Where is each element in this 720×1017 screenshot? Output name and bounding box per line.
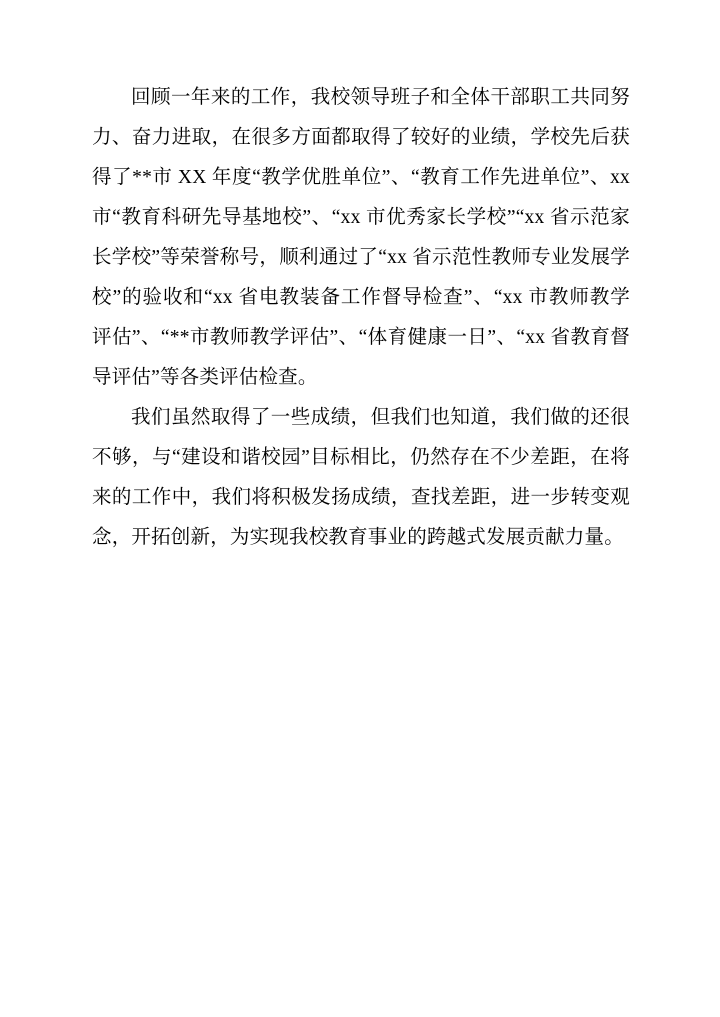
paragraph-2: 我们虽然取得了一些成绩，但我们也知道，我们做的还很不够，与“建设和谐校园”目标相比，仍然存在不少差距，在将来的工作中，我们将积极发扬成绩，查找差距，进一步转变观念，开拓创新，为实现我校教育事业的跨越式发展贡献力量。 [92, 407, 630, 548]
paragraph-1: 回顾一年来的工作，我校领导班子和全体干部职工共同努力、奋力进取，在很多方面都取得了较好的业绩，学校先后获得了**市 XX 年度“教学优胜单位”、“教育工作先进单位”、xx 市“教育科研先导基地校”、“xx 市优秀家长学校”“xx 省示范家长学校”等荣誉称号，顺利通过了“xx 省示范性教师专业发展学校”的验收和“xx 省电教装备工作督导检查”、“xx 市教师教学评估”、“**市教师教学评估”、“体育健康一日”、“xx 省教育督导评估”等各类评估检查。 [92, 87, 630, 388]
document-body [92, 78, 630, 558]
